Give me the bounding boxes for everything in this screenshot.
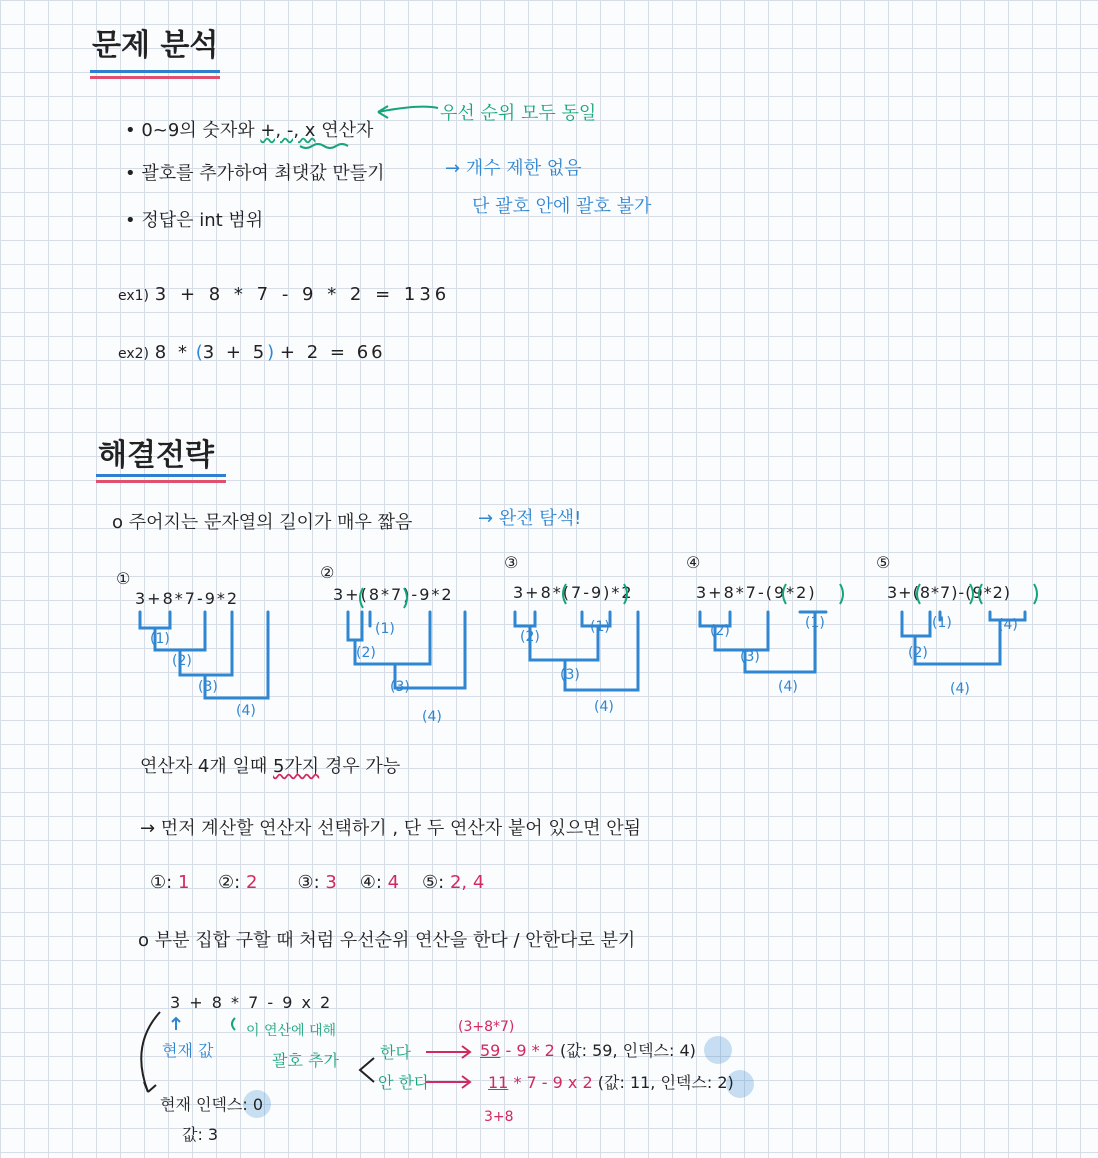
tree-label: (1) [805,615,825,631]
note-no-nesting: 단 괄호 안에 괄호 불가 [472,196,652,217]
tree-label: (4) [422,709,442,725]
example-label: ex2) [118,346,150,362]
tree-label: (4) [998,617,1018,633]
case-expression: 3+8*7-(9*2) [696,583,817,602]
dont-branch-state: (값: 11, 인덱스: 2) [597,1073,734,1092]
branch-expression: 3 + 8 * 7 - 9 x 2 [170,993,333,1012]
note-no-count-limit: → 개수 제한 없음 [445,158,582,179]
case-expression: 3+(8*7)-9*2 [333,585,454,604]
label-num: 4 [599,699,609,715]
subset-branching-rule: o 부분 집합 구할 때 처럼 우선순위 연산을 한다 / 안한다로 분기 [138,930,636,951]
tree-label: (1) [590,619,610,635]
current-value-line: 값: 3 [182,1125,219,1144]
label-num: 2 [715,623,725,639]
tree-label: (3) [198,679,218,695]
case-expression: 3+(8*7)-(9*2) [887,583,1012,602]
example-part: 8 * [154,342,190,363]
bullet-add-parentheses: • 괄호를 추가하여 최댓값 만들기 [125,163,385,184]
summary-text: 연산자 4개 일때 [140,756,268,777]
bullet-int-range: • 정답은 int 범위 [125,210,264,231]
do-branch-label: 한다 [380,1043,411,1062]
pick-value: 2 [245,872,258,893]
pick-value: 2, 4 [449,872,485,893]
tree-label: (1) [150,631,170,647]
case-number: ② [320,563,335,582]
case-number: ④ [686,553,701,572]
label-num: 2 [525,629,535,645]
do-branch-rest: - 9 * 2 [505,1041,555,1060]
pick-number: ⑤: [422,872,445,893]
tree-label: (2) [520,629,540,645]
note-text: 개수 제한 없음 [465,158,582,179]
label-num: 2 [913,645,923,661]
bullet-text: • 0~9의 숫자와 [125,120,255,141]
tree-label: (4) [236,703,256,719]
strategy-short-string: o 주어지는 문자열의 길이가 매우 짧음 [112,512,413,533]
label-num: 4 [783,679,793,695]
tree-label: (2) [172,653,192,669]
label-num: 4 [955,681,965,697]
tree-label: (3) [740,649,760,665]
add-paren-label: 괄호 추가 [272,1051,339,1070]
tree-label: (1) [932,615,952,631]
tree-label: (4) [778,679,798,695]
label-num: 3 [565,667,575,683]
label-num: 3 [395,679,405,695]
current-index-line: 현재 인덱스: 0 [160,1095,264,1114]
tree-label: (2) [908,645,928,661]
pick-value: 3 [325,872,337,893]
operators-text: +, -, x [260,120,316,141]
summary-text: 경우 가능 [324,756,401,777]
tree-label: (4) [594,699,614,715]
label-num: 1 [810,615,820,631]
tree-label: (1) [375,621,395,637]
dont-branch-grouping: 3+8 [484,1109,514,1125]
pick-number: ②: [218,872,241,893]
label-num: 1 [937,615,947,631]
label-num: 4 [241,703,251,719]
case-number: ③ [504,553,519,572]
example-paren-part: 3 + 5 [202,342,268,363]
tree-label: (3) [390,679,410,695]
dont-branch-rest: * 7 - 9 x 2 [513,1073,593,1092]
this-operator-note: 이 연산에 대해 [246,1023,337,1039]
analysis-heading: 문제 분석 [92,28,219,63]
pick-value: 4 [387,872,400,893]
brute-force-note: → 완전 탐색! [478,508,582,529]
example-label: ex1) [118,288,150,304]
summary-highlight: 5가지 [272,756,320,777]
case-expression: 3+8*7-9*2 [135,589,240,608]
label-num: 4 [1003,617,1013,633]
label-num: 1 [595,619,605,635]
pick-value: 1 [177,872,190,893]
label-num: 2 [361,645,371,661]
tree-label: (4) [950,681,970,697]
label-num: 3 [745,649,755,665]
tree-label: (2) [356,645,376,661]
label-num: 1 [155,631,165,647]
dont-branch-expression [488,1072,734,1094]
do-branch-value: 59 [480,1041,501,1060]
case-expression: 3+8*(7-9)*2 [513,583,634,602]
tree-label: (3) [560,667,580,683]
example-part: + 2 = 66 [279,342,386,363]
label-num: 1 [380,621,390,637]
current-value-label: 현재 값 [162,1041,214,1060]
pick-number: ①: [150,872,173,893]
case-number: ⑤ [876,553,891,572]
dont-branch-label: 안 한다 [378,1073,430,1092]
label-num: 3 [203,679,213,695]
operator-count-summary [140,756,400,778]
do-branch-state: (값: 59, 인덱스: 4) [559,1041,696,1060]
case-number: ① [116,569,131,588]
example-2: ex2) 8 * (3 + 5) + 2 = 66 [118,342,386,363]
operator-picks [150,872,484,894]
priority-note: 우선 순위 모두 동일 [440,103,597,124]
do-branch-expression [480,1040,696,1062]
example-expression: 3 + 8 * 7 - 9 * 2 = 136 [154,284,451,305]
label-num: 4 [427,709,437,725]
strategy-heading: 해결전략 [98,438,214,473]
bullet-text-suffix: 연산자 [321,120,374,141]
do-branch-grouping: (3+8*7) [458,1019,515,1035]
note-text: 완전 탐색! [498,508,582,529]
label-num: 2 [177,653,187,669]
dont-branch-value: 11 [488,1073,509,1092]
pick-number: ④: [359,872,382,893]
choose-operator-rule: → 먼저 계산할 연산자 선택하기 , 단 두 연산자 붙어 있으면 안됨 [140,818,642,839]
tree-label: (2) [710,623,730,639]
pick-number: ③: [297,872,320,893]
